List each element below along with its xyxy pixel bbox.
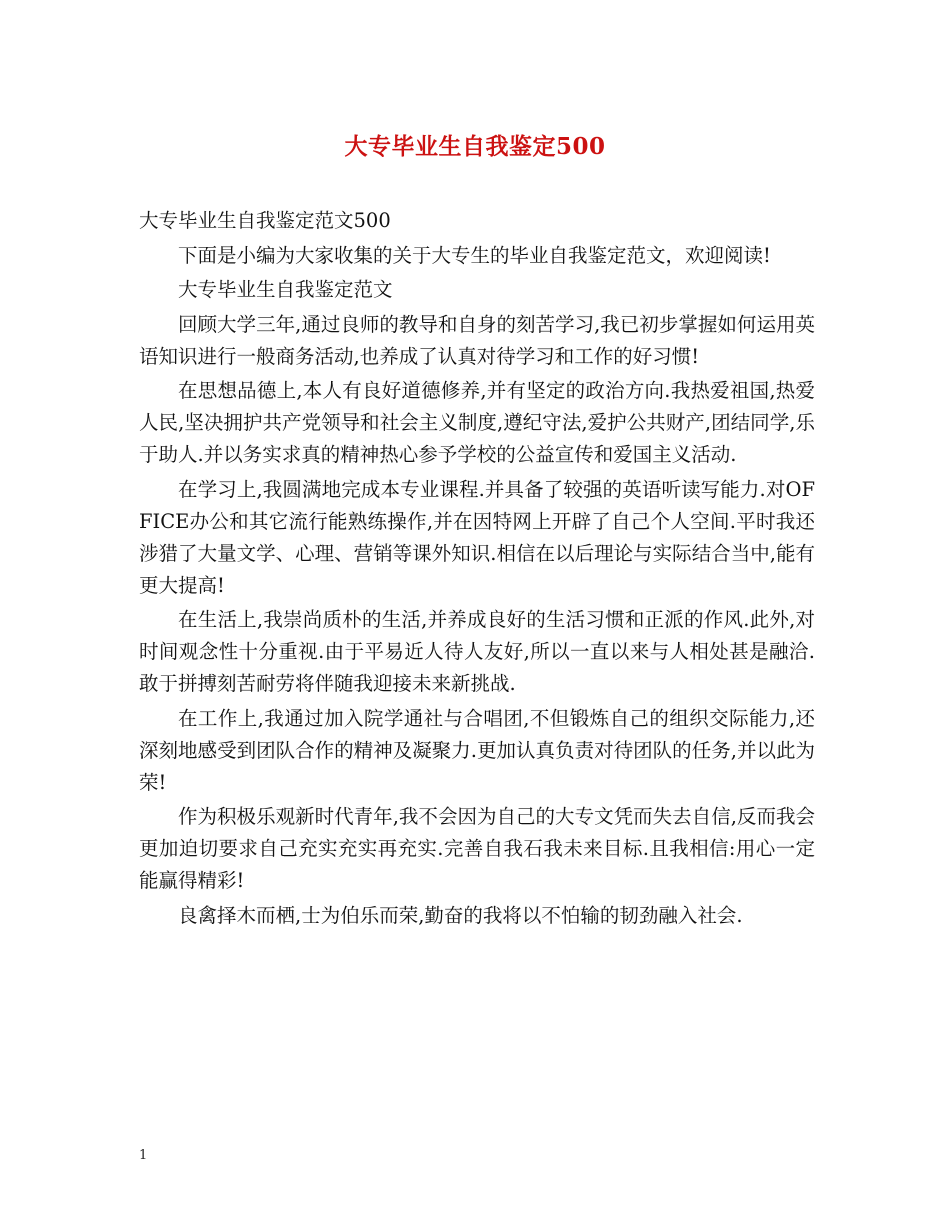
- paragraph: 良禽择木而栖,士为伯乐而荣,勤奋的我将以不怕输的韧劲融入社会.: [178, 903, 743, 927]
- paragraph: 回顾大学三年,通过良师的教导和自身的刻苦学习,我已初步掌握如何运用英语知识进行一般商务活动,也养成了认真对待学习和工作的好习惯!: [139, 312, 815, 368]
- paragraph-subtitle: 大专毕业生自我鉴定范文500: [139, 209, 391, 232]
- paragraph: 在思想品德上,本人有良好道德修养,并有坚定的政治方向.我热爱祖国,热爱人民,坚决拥护共产党领导和社会主义制度,遵纪守法,爱护公共财产,团结同学,乐于助人.并以务实求真的精神热心参予学校的公益宣传和爱国主义活动.: [139, 379, 815, 466]
- paragraph-heading: 大专毕业生自我鉴定范文: [178, 278, 393, 301]
- document-title: 大专毕业生自我鉴定500: [344, 133, 606, 160]
- paragraph-intro: 下面是小编为大家收集的关于大专生的毕业自我鉴定范文，欢迎阅读!: [178, 243, 771, 267]
- paragraph: 作为积极乐观新时代青年,我不会因为自己的大专文凭而失去自信,反而我会更加迫切要求自己充实充实再充实.完善自我石我未来目标.且我相信:用心一定能赢得精彩!: [139, 805, 815, 892]
- paragraph: 在学习上,我圆满地完成本专业课程.并具备了较强的英语听读写能力.对OFFICE办公和其它流行能熟练操作,并在因特网上开辟了自己个人空间.平时我还涉猎了大量文学、心理、营销等课外知识.相信在以后理论与实际结合当中,能有更大提高!: [139, 477, 815, 597]
- paragraph: 在工作上,我通过加入院学通社与合唱团,不但锻炼自己的组织交际能力,还深刻地感受到团队合作的精神及凝聚力.更加认真负责对待团队的任务,并以此为荣!: [139, 706, 815, 794]
- page-number: 1: [139, 1148, 148, 1163]
- paragraph: 在生活上,我崇尚质朴的生活,并养成良好的生活习惯和正派的作风.此外,对时间观念性十分重视.由于平易近人待人友好,所以一直以来与人相处甚是融洽.敢于拼搏刻苦耐劳将伴随我迎接未来新挑战.: [139, 608, 815, 695]
- document-body: [139, 205, 815, 934]
